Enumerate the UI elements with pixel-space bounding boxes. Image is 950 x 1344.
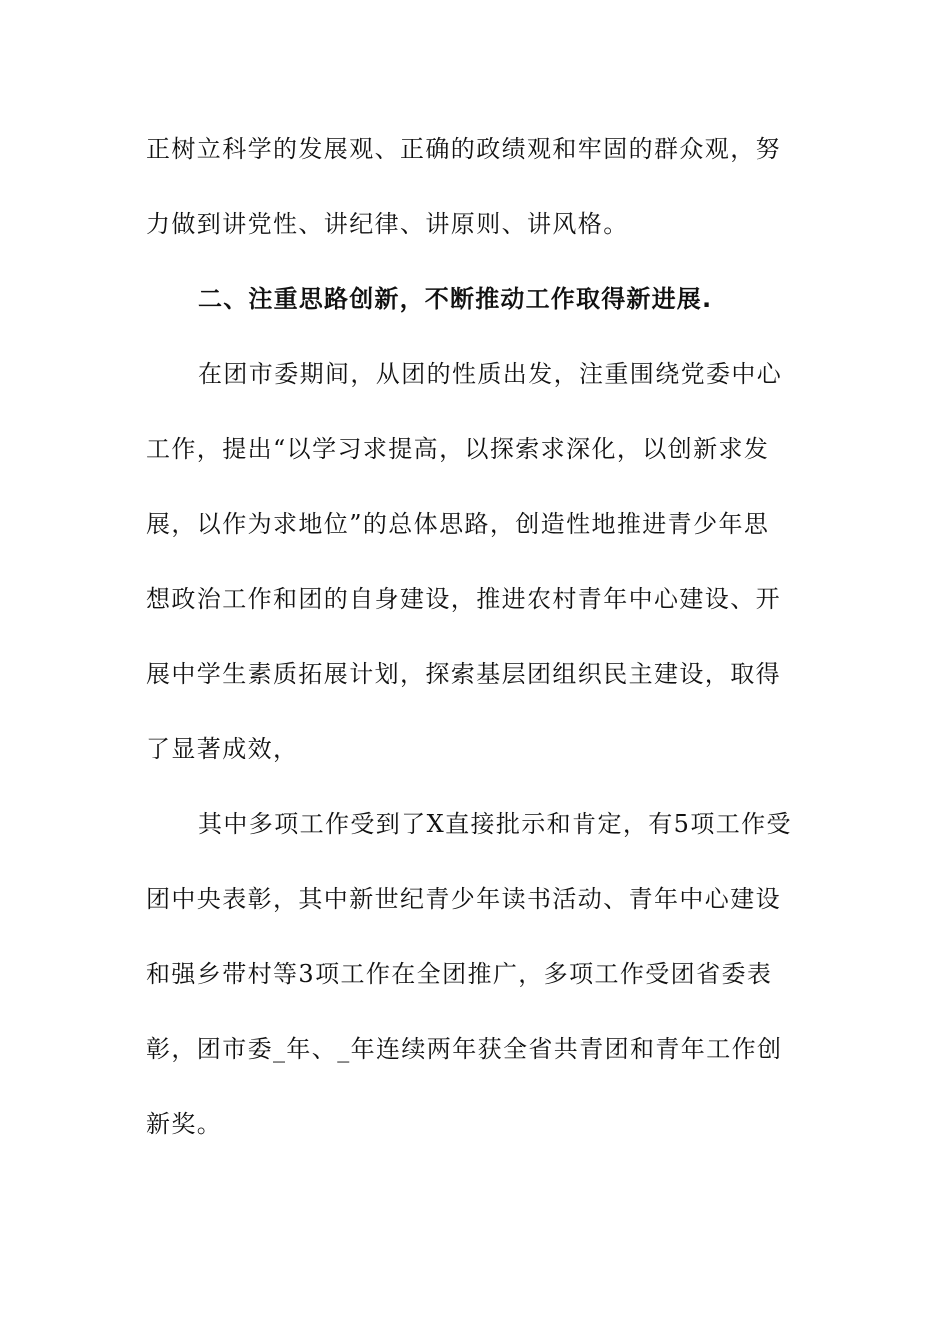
paragraph-line: 力做到讲党性、讲纪律、讲原则、讲风格。	[146, 210, 629, 238]
paragraph-line: 了显著成效，	[146, 735, 299, 763]
paragraph-line: 其中多项工作受到了X直接批示和肯定，有5项工作受	[198, 810, 792, 838]
paragraph-line: 团中央表彰，其中新世纪青少年读书活动、青年中心建设	[146, 885, 781, 913]
paragraph-line: 在团市委期间，从团的性质出发，注重围绕党委中心	[198, 360, 783, 388]
paragraph-line: 和强乡带村等3项工作在全团推广，多项工作受团省委表	[146, 960, 773, 988]
paragraph-line: 工作，提出“以学习求提高，以探索求深化，以创新求发	[146, 435, 770, 463]
paragraph-line: 想政治工作和团的自身建设，推进农村青年中心建设、开	[146, 585, 781, 613]
paragraph-line: 彰，团市委_年、_年连续两年获全省共青团和青年工作创	[146, 1035, 783, 1063]
paragraph-line: 展，以作为求地位”的总体思路，创造性地推进青少年思	[146, 510, 770, 538]
paragraph-line: 正树立科学的发展观、正确的政绩观和牢固的群众观，努	[146, 135, 781, 163]
section-heading: 二、注重思路创新，不断推动工作取得新进展.	[198, 285, 713, 313]
paragraph-line: 展中学生素质拓展计划，探索基层团组织民主建设，取得	[146, 660, 781, 688]
paragraph-line: 新奖。	[146, 1110, 223, 1138]
document-body	[146, 112, 810, 1162]
